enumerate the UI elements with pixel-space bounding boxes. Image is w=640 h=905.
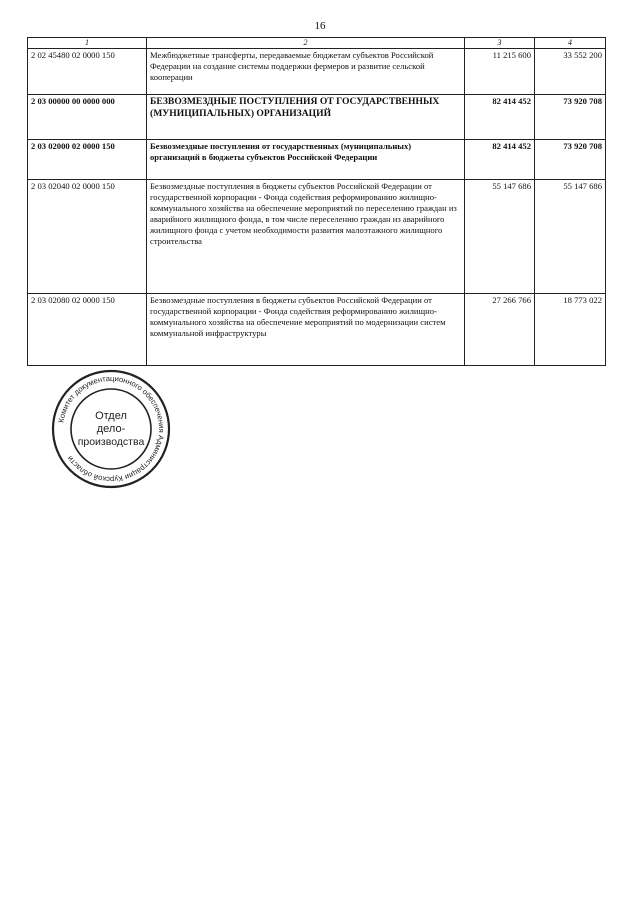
amount-col3: 82 414 452 <box>465 95 535 140</box>
budget-code: 2 03 00000 00 0000 000 <box>28 95 147 140</box>
row-description: Безвозмездные поступления в бюджеты субъектов Российской Федерации от государственной корпорации - Фонда содействия реформированию жилищно-коммунального хозяйства на обеспечение мероприятий по модернизации систем коммунальной инфраструктуры <box>147 294 465 366</box>
budget-code: 2 03 02040 02 0000 150 <box>28 180 147 294</box>
table-row <box>28 140 606 180</box>
amount-col4: 18 773 022 <box>535 294 606 366</box>
amount-col3: 55 147 686 <box>465 180 535 294</box>
row-description: Безвозмездные поступления в бюджеты субъектов Российской Федерации от государственной корпорации - Фонда содействия реформированию жилищно-коммунального хозяйства на обеспечение мероприятий по переселению граждан из аварийного жилищного фонда, в том числе переселению граждан из аварийного жилищного фонда с учетом необходимости развития малоэтажного жилищного строительства <box>147 180 465 294</box>
stamp-line-3: производства <box>77 436 145 448</box>
column-header-3: 3 <box>465 38 535 49</box>
row-description: Безвозмездные поступления от государственных (муниципальных) организаций в бюджеты субъектов Российской Федерации <box>147 140 465 180</box>
stamp-line-1: Отдел <box>95 410 127 422</box>
table-row <box>28 180 606 294</box>
budget-code: 2 02 45480 02 0000 150 <box>28 49 147 95</box>
column-header-1: 1 <box>28 38 147 49</box>
table-row <box>28 49 606 95</box>
budget-code: 2 03 02080 02 0000 150 <box>28 294 147 366</box>
budget-revenue-table <box>27 37 606 366</box>
column-number-row <box>28 38 606 49</box>
page-number: 16 <box>314 20 326 32</box>
column-header-4: 4 <box>535 38 606 49</box>
amount-col4: 33 552 200 <box>535 49 606 95</box>
amount-col3: 11 215 600 <box>465 49 535 95</box>
table-row <box>28 95 606 140</box>
column-header-2: 2 <box>147 38 465 49</box>
amount-col3: 27 266 766 <box>465 294 535 366</box>
stamp-line-2: дело- <box>96 423 126 435</box>
row-description: БЕЗВОЗМЕЗДНЫЕ ПОСТУПЛЕНИЯ ОТ ГОСУДАРСТВЕННЫХ (МУНИЦИПАЛЬНЫХ) ОРГАНИЗАЦИЙ <box>147 95 465 140</box>
stamp-graphic <box>50 368 172 490</box>
row-description: Межбюджетные трансферты, передаваемые бюджетам субъектов Российской Федерации на создание системы поддержки фермеров и развитие сельской кооперации <box>147 49 465 95</box>
stamp-ring-text: Комитет документационного обеспечения Администрации Курской области <box>56 373 167 485</box>
office-stamp <box>50 368 172 490</box>
amount-col3: 82 414 452 <box>465 140 535 180</box>
budget-code: 2 03 02000 02 0000 150 <box>28 140 147 180</box>
table-row <box>28 294 606 366</box>
amount-col4: 55 147 686 <box>535 180 606 294</box>
amount-col4: 73 920 708 <box>535 140 606 180</box>
amount-col4: 73 920 708 <box>535 95 606 140</box>
